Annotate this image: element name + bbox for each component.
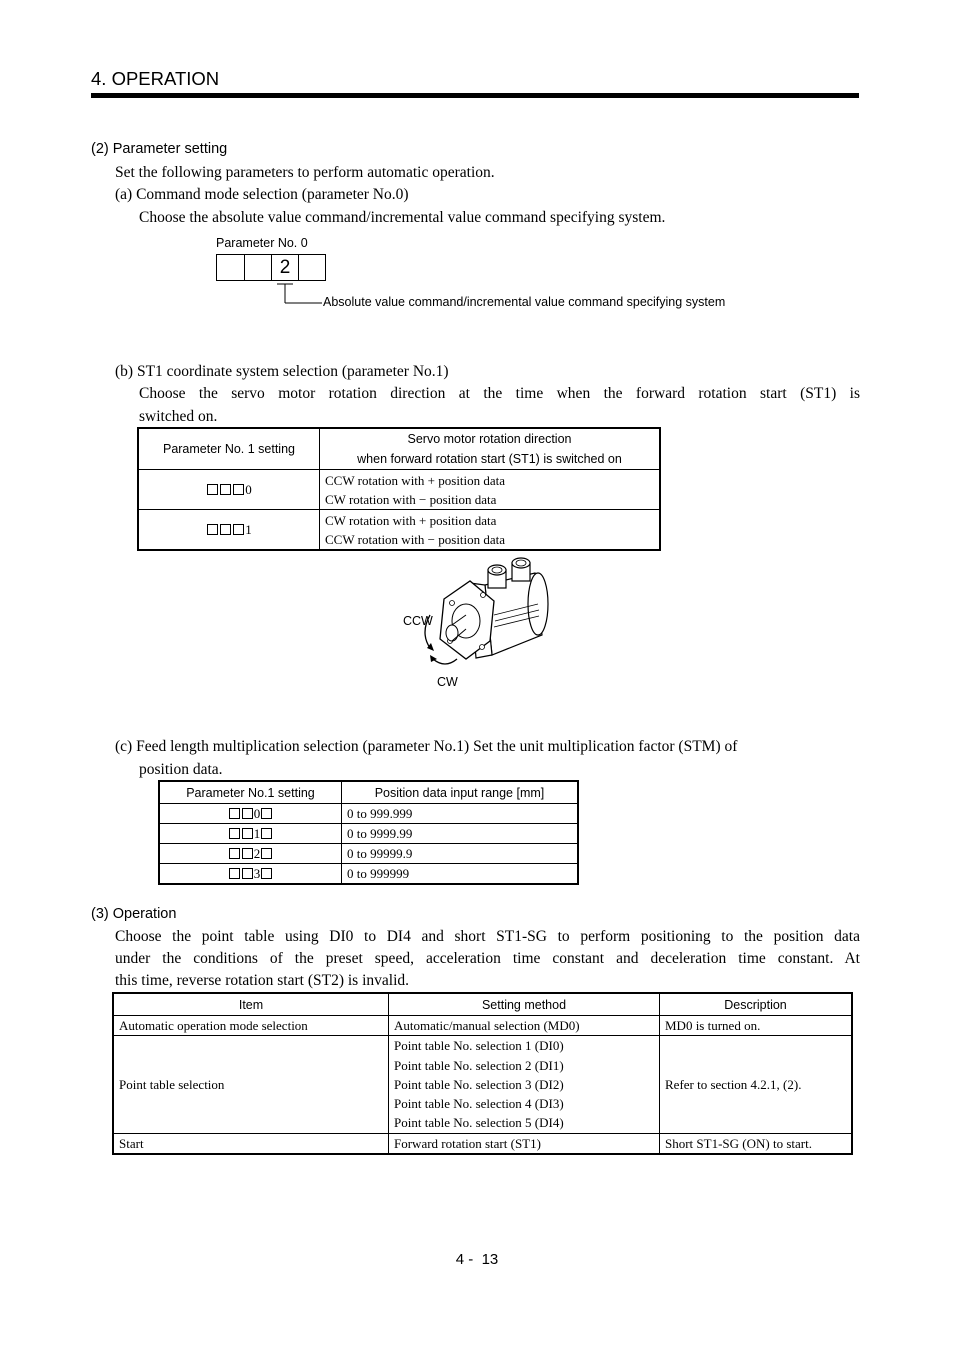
page-number: 4 - 13 xyxy=(455,1251,499,1268)
section-3-text-line2: under the conditions of the preset speed, acceleration time constant and deceleration time constant. At xyxy=(115,950,860,967)
table-row xyxy=(159,824,578,844)
section-3-heading: (3) Operation xyxy=(91,906,177,922)
feed-length-table xyxy=(158,780,579,885)
setting-cell xyxy=(159,804,342,824)
table-row xyxy=(159,864,578,885)
setting-cell xyxy=(159,844,342,864)
callout-leader-line xyxy=(270,280,330,310)
table-row xyxy=(138,470,660,510)
setting-digit: 0 xyxy=(253,805,261,821)
page-header-title: 4. OPERATION xyxy=(91,68,220,89)
parameter-0-digit-1 xyxy=(216,254,245,281)
table-row xyxy=(159,844,578,864)
direction-line: CW rotation with − position data xyxy=(325,491,497,507)
method-line: Point table No. selection 1 (DI0) xyxy=(394,1038,564,1054)
section-2b-text-line2: switched on. xyxy=(139,408,218,425)
table-header-cell: Position data input range [mm] xyxy=(342,781,579,804)
cw-label: CW xyxy=(437,675,458,689)
method-line: Point table No. selection 3 (DI2) xyxy=(394,1076,564,1092)
setting-cell xyxy=(138,510,320,551)
table-row xyxy=(159,804,578,824)
table-header-row xyxy=(113,993,852,1016)
method-line: Point table No. selection 2 (DI1) xyxy=(394,1057,564,1073)
range-cell: 0 to 999.999 xyxy=(342,804,579,824)
setting-digit: 1 xyxy=(253,825,261,841)
method-line: Point table No. selection 5 (DI4) xyxy=(394,1115,564,1131)
method-cell xyxy=(389,1036,660,1133)
section-2b-text-line1: Choose the servo motor rotation direction at the time when the forward rotation start (ST1) is xyxy=(139,385,860,402)
section-2c-text-line2: position data. xyxy=(139,761,223,778)
parameter-0-digit-2 xyxy=(244,254,272,281)
direction-line: CCW rotation with − position data xyxy=(325,531,506,547)
rotation-direction-table xyxy=(137,427,661,551)
item-cell: Start xyxy=(113,1133,389,1154)
setting-cell xyxy=(159,864,342,885)
section-2-heading: (2) Parameter setting xyxy=(91,141,228,157)
item-cell: Automatic operation mode selection xyxy=(113,1016,389,1036)
table-header-cell xyxy=(320,428,661,470)
direction-line: CW rotation with + position data xyxy=(325,512,497,528)
setting-cell xyxy=(138,470,320,510)
direction-cell xyxy=(320,510,661,551)
section-2a-text: Choose the absolute value command/incremental value command specifying system. xyxy=(139,209,666,226)
range-cell: 0 to 9999.99 xyxy=(342,824,579,844)
table-header-row xyxy=(138,428,660,470)
setting-digit: 0 xyxy=(245,482,252,497)
method-cell: Forward rotation start (ST1) xyxy=(389,1133,660,1154)
description-cell: Short ST1-SG (ON) to start. xyxy=(660,1133,853,1154)
setting-digit: 2 xyxy=(253,845,261,861)
table-row xyxy=(113,1133,852,1154)
parameter-0-callout: Absolute value command/incremental value command specifying system xyxy=(323,295,726,309)
table-header-row xyxy=(159,781,578,804)
parameter-0-label: Parameter No. 0 xyxy=(216,236,308,250)
section-3-text-line3: this time, reverse rotation start (ST2) is invalid. xyxy=(115,972,410,989)
range-cell: 0 to 99999.9 xyxy=(342,844,579,864)
parameter-0-digit-3: 2 xyxy=(271,254,299,281)
method-line: Point table No. selection 4 (DI3) xyxy=(394,1096,564,1112)
table-header-cell: Parameter No.1 setting xyxy=(159,781,342,804)
section-2a-heading: (a) Command mode selection (parameter No.0) xyxy=(115,186,409,203)
method-cell: Automatic/manual selection (MD0) xyxy=(389,1016,660,1036)
table-row xyxy=(113,1036,852,1133)
setting-cell xyxy=(159,824,342,844)
table-header-cell: Description xyxy=(660,993,853,1016)
operation-table xyxy=(112,992,853,1155)
setting-digit: 3 xyxy=(253,865,261,881)
direction-line: CCW rotation with + position data xyxy=(325,472,506,488)
description-cell: Refer to section 4.2.1, (2). xyxy=(660,1036,853,1133)
range-cell: 0 to 999999 xyxy=(342,864,579,885)
item-cell: Point table selection xyxy=(113,1036,389,1133)
table-header-cell: Parameter No. 1 setting xyxy=(138,428,320,470)
section-2b-heading: (b) ST1 coordinate system selection (parameter No.1) xyxy=(115,363,449,380)
description-cell: MD0 is turned on. xyxy=(660,1016,853,1036)
direction-cell xyxy=(320,470,661,510)
section-2-intro: Set the following parameters to perform automatic operation. xyxy=(115,164,495,181)
section-2c-text-line1: (c) Feed length multiplication selection (parameter No.1) Set the unit multiplication factor (STM) of xyxy=(115,738,738,755)
setting-digit: 1 xyxy=(245,522,252,537)
header-rule xyxy=(91,93,859,98)
table-row xyxy=(138,510,660,551)
header-line: Servo motor rotation direction xyxy=(407,432,572,446)
header-line: when forward rotation start (ST1) is switched on xyxy=(357,452,622,466)
table-row xyxy=(113,1016,852,1036)
table-header-cell: Setting method xyxy=(389,993,660,1016)
table-header-cell: Item xyxy=(113,993,389,1016)
section-3-text-line1: Choose the point table using DI0 to DI4 and short ST1-SG to perform positioning to the position data xyxy=(115,928,860,945)
parameter-0-digit-4 xyxy=(298,254,326,281)
ccw-label: CCW xyxy=(403,614,433,628)
